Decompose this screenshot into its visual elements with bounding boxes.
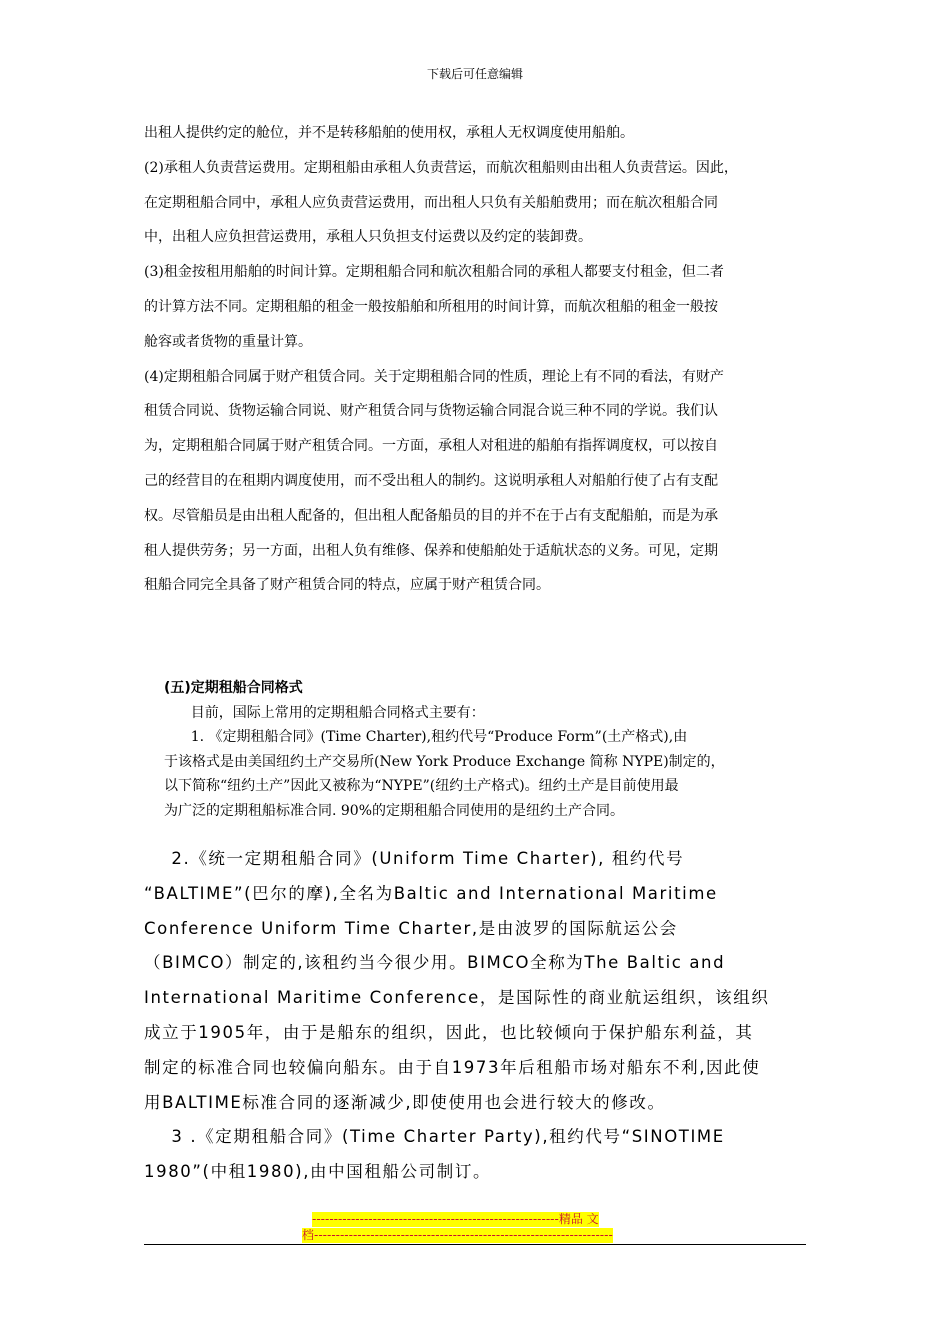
text-line: 制定的标准合同也较偏向船东。由于自1973年后租船市场对船东不利,因此使 [144, 1057, 761, 1077]
text-line: 租人提供劳务；另一方面，出租人负有维修、保养和使船舶处于适航状态的义务。可见，定期 [144, 542, 718, 559]
text-line: 舱容或者货物的重量计算。 [144, 333, 312, 350]
body-text-block-3 [144, 842, 824, 1190]
text-line: (4)定期租船合同属于财产租赁合同。关于定期租船合同的性质，理论上有不同的看法，有财产 [144, 368, 724, 385]
text-line: 目前，国际上常用的定期租船合同格式主要有： [164, 704, 485, 721]
text-line: 以下简称“纽约土产”因此又被称为“NYPE”(纽约土产格式)。纽约土产是目前使用最 [164, 778, 679, 794]
text-line: 为广泛的定期租船标准合同. 90%的定期租船合同使用的是纽约土产合同。 [164, 802, 625, 819]
text-line: 权。尽管船员是由出租人配备的，但出租人配备船员的目的并不在于占有支配船舶，而是为承 [144, 507, 718, 524]
text-line: 1980”(中租1980),由中国租船公司制订。 [144, 1162, 492, 1182]
text-line: Conference Uniform Time Charter,是由波罗的国际航运公会 [144, 918, 678, 938]
page-header [0, 66, 950, 82]
text-line: （BIMCO）制定的,该租约当今很少用。BIMCO全称为The Baltic and [144, 953, 726, 973]
text-line: 租船合同完全具备了财产租赁合同的特点，应属于财产租赁合同。 [144, 577, 550, 594]
text-line: 3 .《定期租船合同》(Time Charter Party),租约代号“SINOTIME [144, 1127, 725, 1147]
header-text: 下载后可任意编辑 [426, 67, 523, 81]
text-line: 于该格式是由美国纽约土产交易所(New York Produce Exchange 简称 NYPE)制定的， [164, 753, 725, 770]
body-text-block-1 [144, 116, 824, 603]
body-text-block-2 [164, 676, 814, 823]
text-line: 租赁合同说、货物运输合同说、财产租赁合同与货物运输合同混合说三种不同的学说。我们认 [144, 403, 718, 420]
text-line: 中，出租人应负担营运费用，承租人只负担支付运费以及约定的装卸费。 [144, 229, 592, 246]
section-heading: (五)定期租船合同格式 [164, 680, 303, 696]
text-line: 成立于1905年，由于是船东的组织，因此，也比较倾向于保护船东利益，其 [144, 1022, 754, 1042]
text-line: (2)承租人负责营运费用。定期租船由承租人负责营运，而航次租船则由出租人负责营运。因此， [144, 159, 738, 176]
text-line: “BALTIME”(巴尔的摩),全名为Baltic and International Maritime [144, 883, 718, 903]
footer-highlight-line-2: 档--------------------------------------------------------------------- [302, 1228, 613, 1242]
text-line: 用BALTIME标准合同的逐渐减少,即使使用也会进行较大的修改。 [144, 1092, 666, 1112]
text-line: 的计算方法不同。定期租船的租金一般按船舶和所租用的时间计算，而航次租船的租金一般按 [144, 298, 718, 315]
text-line: 1. 《定期租船合同》(Time Charter),租约代号“Produce Form”(土产格式),由 [164, 729, 688, 745]
text-line: 出租人提供约定的舱位，并不是转移船舶的使用权，承租人无权调度使用船舶。 [144, 125, 634, 141]
text-line: 己的经营目的在租期内调度使用，而不受出租人的制约。这说明承租人对船舶行使了占有支配 [144, 472, 718, 489]
text-line: International Maritime Conference，是国际性的商业航运组织，该组织 [144, 988, 770, 1008]
text-line: 在定期租船合同中，承租人应负责营运费用，而出租人只负有关船舶费用；而在航次租船合同 [144, 194, 718, 211]
text-line: 为，定期租船合同属于财产租赁合同。一方面，承租人对租进的船舶有指挥调度权，可以按自 [144, 438, 718, 455]
text-line: 2.《统一定期租船合同》(Uniform Time Charter), 租约代号 [144, 849, 685, 868]
footer-divider [144, 1244, 806, 1245]
footer-highlight-line-1: ---------------------------------------------------------精品 文 [312, 1212, 599, 1226]
text-line: (3)租金按租用船舶的时间计算。定期租船合同和航次租船合同的承租人都要支付租金，但二者 [144, 264, 724, 281]
